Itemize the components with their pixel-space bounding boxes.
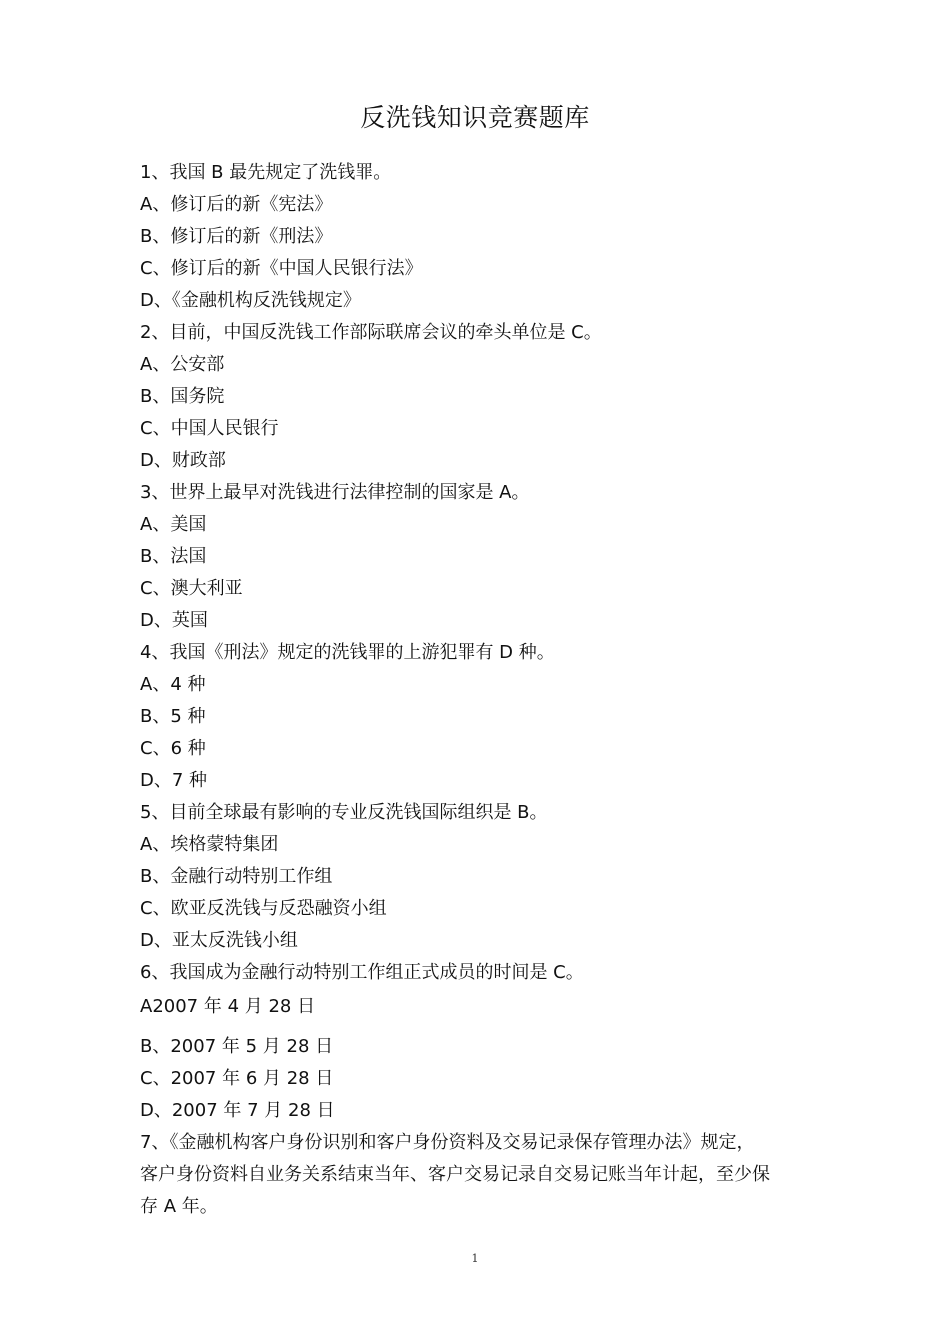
text-line: C、修订后的新《中国人民银行法》	[140, 258, 423, 279]
text-line: C、欧亚反洗钱与反恐融资小组	[140, 898, 387, 919]
text-line: 2、目前，中国反洗钱工作部际联席会议的牵头单位是 C。	[140, 322, 602, 343]
text-line: B、修订后的新《刑法》	[140, 226, 333, 247]
page-number: 1	[471, 1252, 479, 1265]
text-line: A2007 年 4 月 28 日	[140, 996, 316, 1017]
text-line: B、国务院	[140, 386, 225, 407]
text-line: D、英国	[140, 610, 208, 631]
text-line: A、公安部	[140, 354, 225, 375]
text-line: 7、《金融机构客户身份识别和客户身份资料及交易记录保存管理办法》规定，	[140, 1132, 755, 1153]
text-line: B、5 种	[140, 706, 206, 727]
text-line: D、财政部	[140, 450, 226, 471]
text-line: A、美国	[140, 514, 207, 535]
text-line: B、2007 年 5 月 28 日	[140, 1036, 334, 1057]
text-line: C、澳大利亚	[140, 578, 243, 599]
text-line: D、7 种	[140, 770, 208, 791]
text-line: B、法国	[140, 546, 207, 567]
text-line: A、埃格蒙特集团	[140, 834, 279, 855]
text-line: 客户身份资料自业务关系结束当年、客户交易记录自交易记账当年计起，至少保	[140, 1164, 770, 1185]
text-line: C、中国人民银行	[140, 418, 279, 439]
text-line: 4、我国《刑法》规定的洗钱罪的上游犯罪有 D 种。	[140, 642, 555, 663]
text-line: 1、我国 B 最先规定了洗钱罪。	[140, 162, 392, 183]
text-line: A、修订后的新《宪法》	[140, 194, 333, 215]
document-title: 反洗钱知识竞赛题库	[360, 103, 590, 132]
text-line: C、2007 年 6 月 28 日	[140, 1068, 334, 1089]
text-line: 3、世界上最早对洗钱进行法律控制的国家是 A。	[140, 482, 530, 503]
text-line: D、亚太反洗钱小组	[140, 930, 298, 951]
text-line: C、6 种	[140, 738, 206, 759]
text-line: B、金融行动特别工作组	[140, 866, 333, 887]
text-line: A、4 种	[140, 674, 206, 695]
text-line: 6、我国成为金融行动特别工作组正式成员的时间是 C。	[140, 962, 584, 983]
text-line: 存 A 年。	[140, 1196, 218, 1217]
text-line: D、《金融机构反洗钱规定》	[140, 290, 361, 311]
text-line: 5、目前全球最有影响的专业反洗钱国际组织是 B。	[140, 802, 548, 823]
text-line: D、2007 年 7 月 28 日	[140, 1100, 335, 1121]
